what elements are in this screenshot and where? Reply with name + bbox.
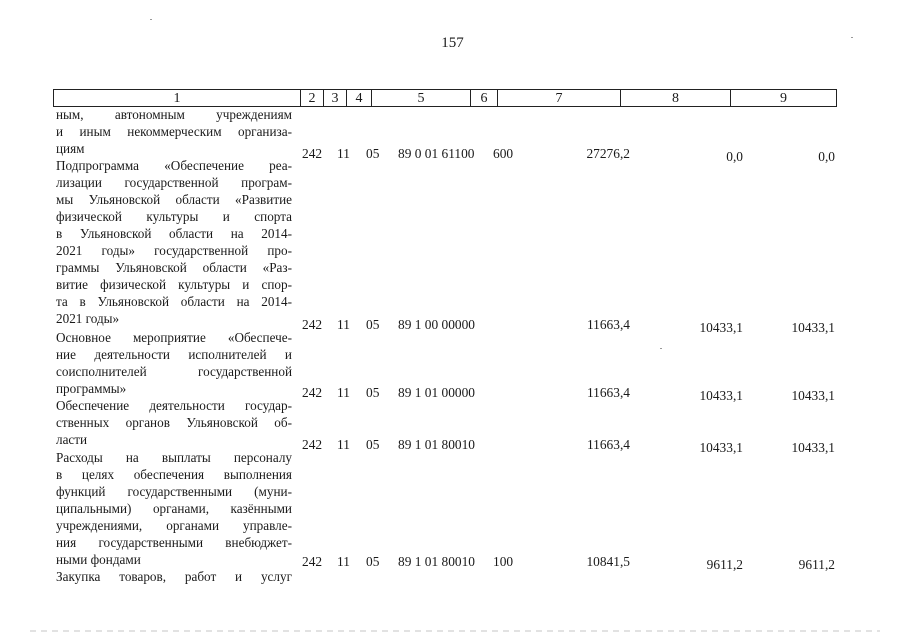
cell-col-3: 11 [337,437,350,452]
description-line: витие физической культуры и спор- [56,277,292,292]
row-description [56,397,292,448]
cell-col-7: 10841,5 [586,554,630,569]
cell-col-7: 11663,4 [586,385,630,400]
description-line: ственных органов Ульяновской об- [56,415,292,430]
cell-col-3: 11 [337,146,350,161]
description-line: ципальными) органами, казёнными [56,501,292,516]
cell-col-2: 242 [302,437,323,452]
description-line: 2021 годы» государственной про- [56,243,292,258]
cell-col-7: 11663,4 [586,437,630,452]
row-description [56,106,292,157]
description-line: ния государственными внебюджет- [56,535,292,550]
description-line: Подпрограмма «Обеспечение реа- [56,158,292,173]
cell-col-8: 9611,2 [706,557,743,572]
cell-col-2: 242 [302,385,323,400]
cell-col-2: 242 [302,554,323,569]
header-col-6: 6 [471,90,498,106]
cell-col-9: 10433,1 [791,440,835,455]
scan-edge-noise [30,630,880,632]
cell-col-7: 27276,2 [586,146,630,161]
description-line: та в Ульяновской области на 2014- [56,294,292,309]
header-col-5: 5 [372,90,471,106]
description-line: циям [56,141,85,156]
description-line: Основное мероприятие «Обеспече- [56,330,292,345]
scan-speck [851,37,853,38]
description-line: Закупка товаров, работ и услуг [56,569,292,584]
cell-col-4: 05 [366,385,380,400]
cell-col-2: 242 [302,317,323,332]
cell-col-8: 10433,1 [699,440,743,455]
page-number: 157 [441,35,464,51]
description-line: физической культуры и спорта [56,209,292,224]
cell-col-9: 9611,2 [798,557,835,572]
description-line: ние деятельности исполнителей и [56,347,292,362]
cell-col-5: 89 1 01 00000 [398,385,475,400]
description-line: лизации государственной програм- [56,175,292,190]
description-line: 2021 годы» [56,311,120,326]
cell-col-8: 10433,1 [699,388,743,403]
cell-col-5: 89 1 01 80010 [398,554,475,569]
header-col-4: 4 [347,90,372,106]
description-line: мы Ульяновской области «Развитие [56,192,292,207]
description-line: функций государственными (муни- [56,484,292,499]
description-line: учреждениями, органами управле- [56,518,292,533]
cell-col-3: 11 [337,554,350,569]
description-line: ными фондами [56,552,141,567]
cell-col-6: 600 [493,146,514,161]
cell-col-8: 10433,1 [699,320,743,335]
description-line: программы» [56,381,127,396]
cell-col-9: 10433,1 [791,388,835,403]
cell-col-5: 89 0 01 61100 [398,146,475,161]
scan-speck [150,19,152,20]
row-description [56,329,292,397]
cell-col-2: 242 [302,146,323,161]
header-col-1: 1 [54,90,301,106]
description-line: граммы Ульяновской области «Раз- [56,260,292,275]
scan-speck [660,348,662,349]
row-description [56,568,292,585]
cell-col-5: 89 1 00 00000 [398,317,475,332]
cell-col-8: 0,0 [726,149,743,164]
description-line: в целях обеспечения выполнения [56,467,292,482]
cell-col-4: 05 [366,146,380,161]
description-line: в Ульяновской области на 2014- [56,226,292,241]
cell-col-3: 11 [337,317,350,332]
description-line: Расходы на выплаты персоналу [56,450,292,465]
header-col-7: 7 [498,90,621,106]
cell-col-6: 100 [493,554,514,569]
header-col-3: 3 [324,90,347,106]
header-col-2: 2 [301,90,324,106]
description-line: ласти [56,432,88,447]
cell-col-3: 11 [337,385,350,400]
cell-col-5: 89 1 01 80010 [398,437,475,452]
row-description [56,157,292,327]
cell-col-4: 05 [366,317,380,332]
description-line: Обеспечение деятельности государ- [56,398,292,413]
header-col-8: 8 [621,90,731,106]
cell-col-9: 0,0 [818,149,835,164]
cell-col-7: 11663,4 [586,317,630,332]
description-line: ным, автономным учреждениям [56,107,292,122]
header-col-9: 9 [780,91,787,106]
row-description [56,449,292,568]
description-line: и иным некоммерческим организа- [56,124,292,139]
cell-col-9: 10433,1 [791,320,835,335]
cell-col-4: 05 [366,437,380,452]
cell-col-4: 05 [366,554,380,569]
description-line: соисполнителей государственной [56,364,292,379]
